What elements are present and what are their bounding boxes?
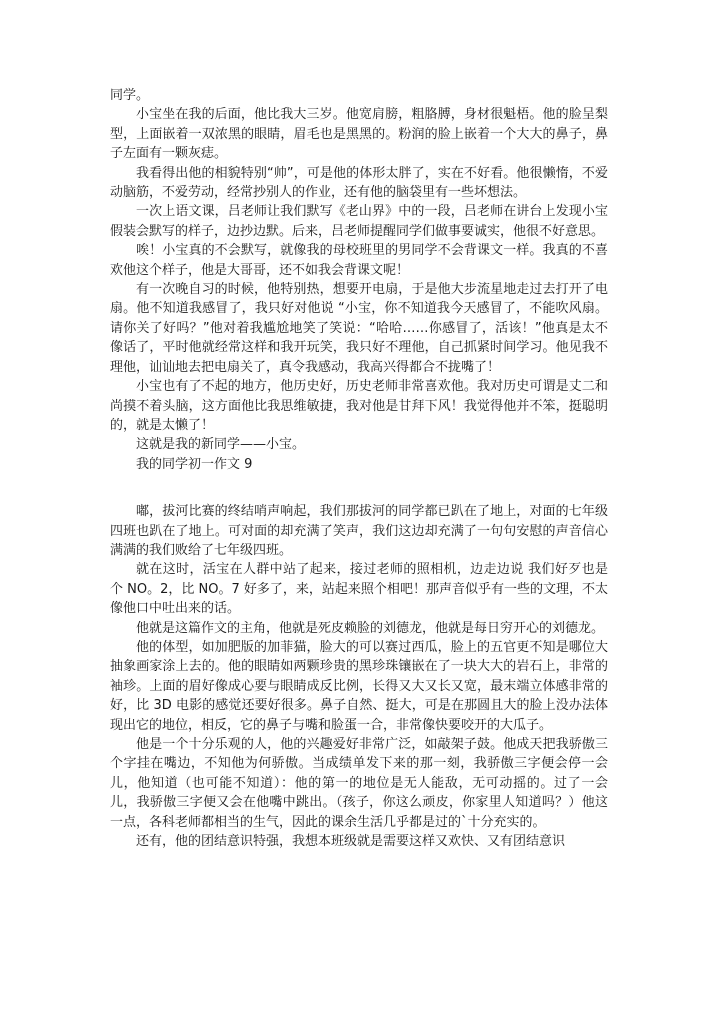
paragraph: 小宝坐在我的后面，他比我大三岁。他宽肩膀，粗胳膊，身材很魁梧。他的脸呈梨型，上面嵌着一双浓黑的眼睛，眉毛也是黑黑的。粉润的脸上嵌着一个大大的鼻子，鼻子左面有一颗灰痣。	[110, 107, 608, 162]
paragraph: 就在这时，活宝在人群中站了起来，接过老师的照相机，边走边说 我们好歹也是个 NO。2，比 NO。7 好多了，来，站起来照个相吧！那声音似乎有一些的文理，不太像他口中吐出来的话。	[110, 562, 608, 617]
section-title: 我的同学初一作文 9	[136, 456, 253, 472]
paragraph: 他的体型，如加肥版的加菲猫，脸大的可以赛过西瓜，脸上的五官更不知是哪位大抽象画家涂上去的。他的眼睛如两颗珍贵的黑珍珠镶嵌在了一块大大的岩石上，非常的袖珍。上面的眉好像成心要与眼睛成反比例，长得又大又长又宽，最末端立体感非常的好，比 3D 电影的感觉还要好很多。鼻子自然、挺大，可是在那圆且大的脸上没办法体现出它的地位，相反，它的鼻子与嘴和脸蛋一合，非常像快要咬开的大瓜子。	[110, 639, 608, 733]
paragraph: 他是一个十分乐观的人，他的兴趣爱好非常广泛，如敲架子鼓。他成天把我骄傲三个字挂在嘴边，不知他为何骄傲。当成绩单发下来的那一刻，我骄傲三字便会停一会儿，他知道（也可能不知道）：他的第一的地位是无人能敌，无可动摇的。过了一会儿，我骄傲三字便又会在他嘴中跳出。（孩子，你这么顽皮，你家里人知道吗？）他这一点，各科老师都相当的生气，因此的课余生活几乎都是过的`十分充实的。	[110, 737, 608, 830]
paragraph: 唉！小宝真的不会默写，就像我的母校班里的男同学不会背课文一样。我真的不喜欢他这个样子，他是大哥哥，还不如我会背课文呢！	[110, 243, 608, 278]
document-body	[110, 86, 608, 851]
paragraph: 小宝也有了不起的地方，他历史好，历史老师非常喜欢他。我对历史可谓是丈二和尚摸不着头脑，这方面他比我思维敏捷，我对他是甘拜下风！我觉得他并不笨，挺聪明的，就是太懒了！	[110, 379, 608, 433]
paragraph: 有一次晚自习的时候，他特别热，想要开电扇，于是他大步流星地走过去打开了电扇。他不知道我感冒了，我只好对他说 “小宝，你不知道我今天感冒了，不能吹风扇。请你关了好吗？”他对着我尴尬地笑了笑说：“哈哈……你感冒了，活该！”他真是太不像话了，平时他就经常这样和我开玩笑，我只好不理他，自己抓紧时间学习。他见我不理他，讪讪地去把电扇关了，真令我感动，我高兴得都合不拢嘴了！	[110, 282, 608, 375]
paragraph: 这就是我的新同学——小宝。	[136, 437, 306, 453]
paragraph-truncated: 还有，他的团结意识特强，我想本班级就是需要这样又欢快、又有团结意识	[136, 834, 566, 850]
paragraph: 嘟，拔河比赛的终结哨声响起，我们那拔河的同学都已趴在了地上，对面的七年级四班也趴在了地上。可对面的却充满了笑声，我们这边却充满了一句句安慰的声音信心满满的我们败给了七年级四班。	[110, 504, 608, 558]
paragraph: 一次上语文课，吕老师让我们默写《老山界》中的一段，吕老师在讲台上发现小宝假装会默写的样子，边抄边默。后来，吕老师提醒同学们做事要诚实，他很不好意思。	[110, 204, 608, 239]
paragraph: 他就是这篇作文的主角，他就是死皮赖脸的刘德龙，他就是每日穷开心的刘德龙。	[136, 620, 605, 636]
section-gap	[110, 474, 608, 502]
paragraph: 我看得出他的相貌特别“帅”，可是他的体形太胖了，实在不好看。他很懒惰，不爱动脑筋，不爱劳动，经常抄别人的作业，还有他的脑袋里有一些坏想法。	[110, 165, 608, 201]
paragraph-continuation: 同学。	[110, 88, 150, 103]
